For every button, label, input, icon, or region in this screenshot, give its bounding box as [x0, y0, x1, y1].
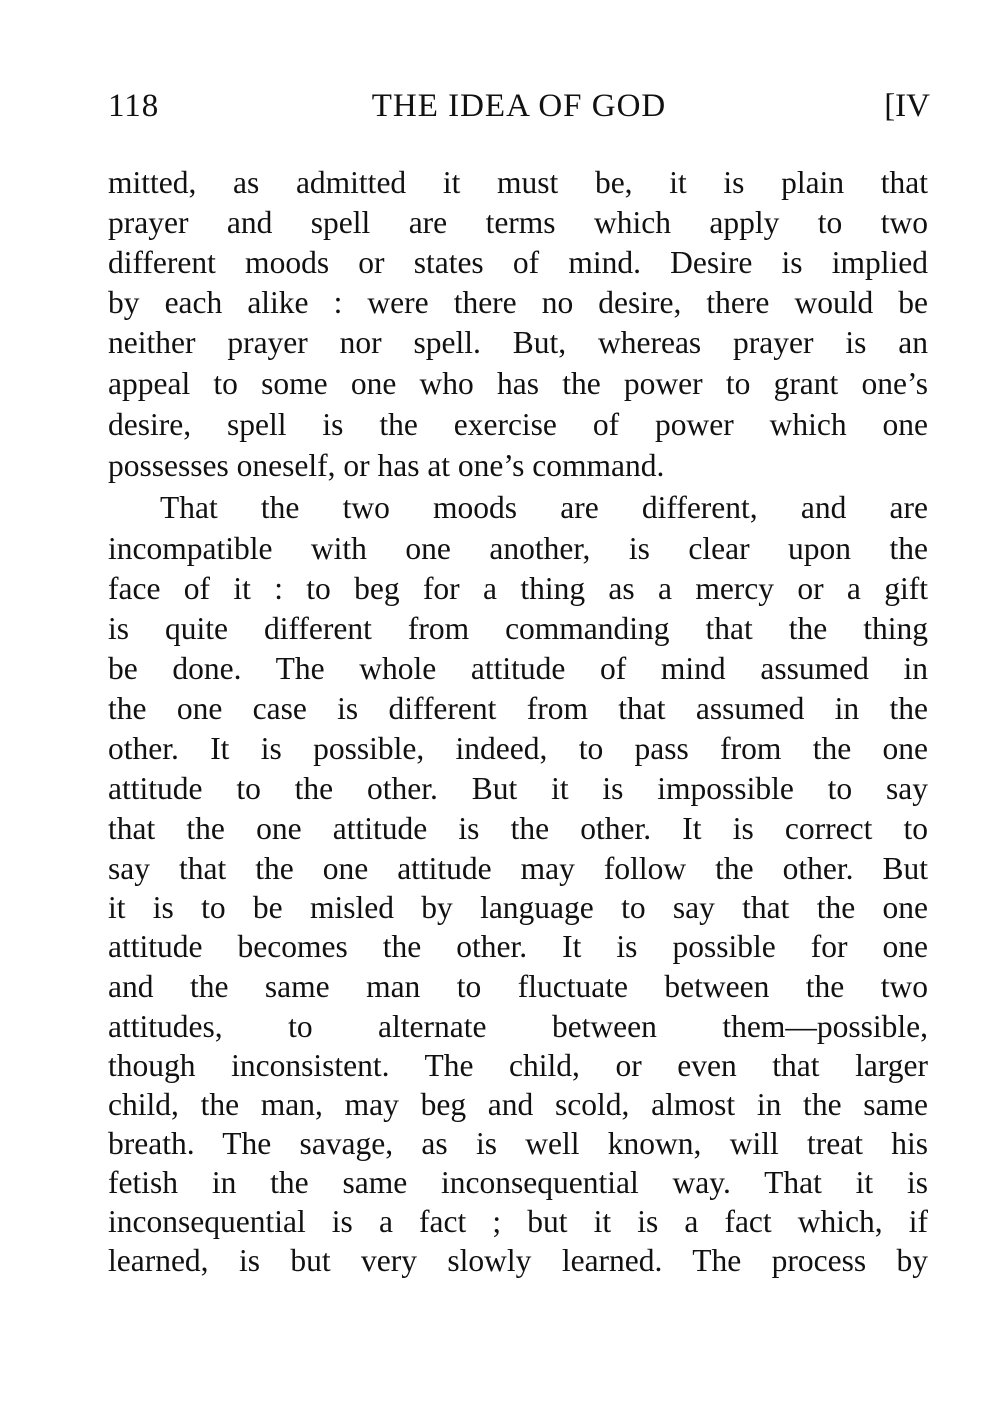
- text-line: neither prayer nor spell. But, whereas prayer is an: [108, 325, 928, 360]
- text-line: appeal to some one who has the power to grant one’s: [108, 366, 928, 401]
- text-line: child, the man, may beg and scold, almost in the same: [108, 1087, 928, 1122]
- text-line: incompatible with one another, is clear upon the: [108, 531, 928, 566]
- text-line: other. It is possible, indeed, to pass from the one: [108, 731, 928, 766]
- text-line: the one case is different from that assumed in the: [108, 691, 928, 726]
- text-line: desire, spell is the exercise of power which one: [108, 407, 928, 442]
- text-line: and the same man to fluctuate between the two: [108, 969, 928, 1004]
- text-line: that the one attitude is the other. It is correct to: [108, 811, 928, 846]
- text-line: mitted, as admitted it must be, it is plain that: [108, 165, 928, 200]
- page-number: 118: [108, 88, 160, 124]
- text-line: face of it : to beg for a thing as a mercy or a gift: [108, 571, 928, 606]
- text-line: it is to be misled by language to say that the one: [108, 890, 928, 925]
- text-line: inconsequential is a fact ; but it is a fact which, if: [108, 1204, 928, 1239]
- text-line: say that the one attitude may follow the other. But: [108, 851, 928, 886]
- text-line: fetish in the same inconsequential way. That it is: [108, 1165, 928, 1200]
- text-line: by each alike : were there no desire, there would be: [108, 285, 928, 320]
- text-line: though inconsistent. The child, or even that larger: [108, 1048, 928, 1083]
- text-line: attitudes, to alternate between them—possible,: [108, 1009, 928, 1044]
- text-line: learned, is but very slowly learned. The process by: [108, 1243, 928, 1278]
- text-line: prayer and spell are terms which apply to two: [108, 205, 928, 240]
- text-line: be done. The whole attitude of mind assumed in: [108, 651, 928, 686]
- text-line: attitude to the other. But it is impossible to say: [108, 771, 928, 806]
- running-header: [108, 88, 930, 132]
- text-line: That the two moods are different, and are: [160, 490, 928, 525]
- text-line: different moods or states of mind. Desire is implied: [108, 245, 928, 280]
- text-line: is quite different from commanding that the thing: [108, 611, 928, 646]
- text-line: possesses oneself, or has at one’s command.: [108, 448, 665, 483]
- text-line: breath. The savage, as is well known, will treat his: [108, 1126, 928, 1161]
- chapter-marker: [IV: [884, 88, 930, 124]
- text-line: attitude becomes the other. It is possible for one: [108, 929, 928, 964]
- running-title: THE IDEA OF GOD: [371, 88, 667, 124]
